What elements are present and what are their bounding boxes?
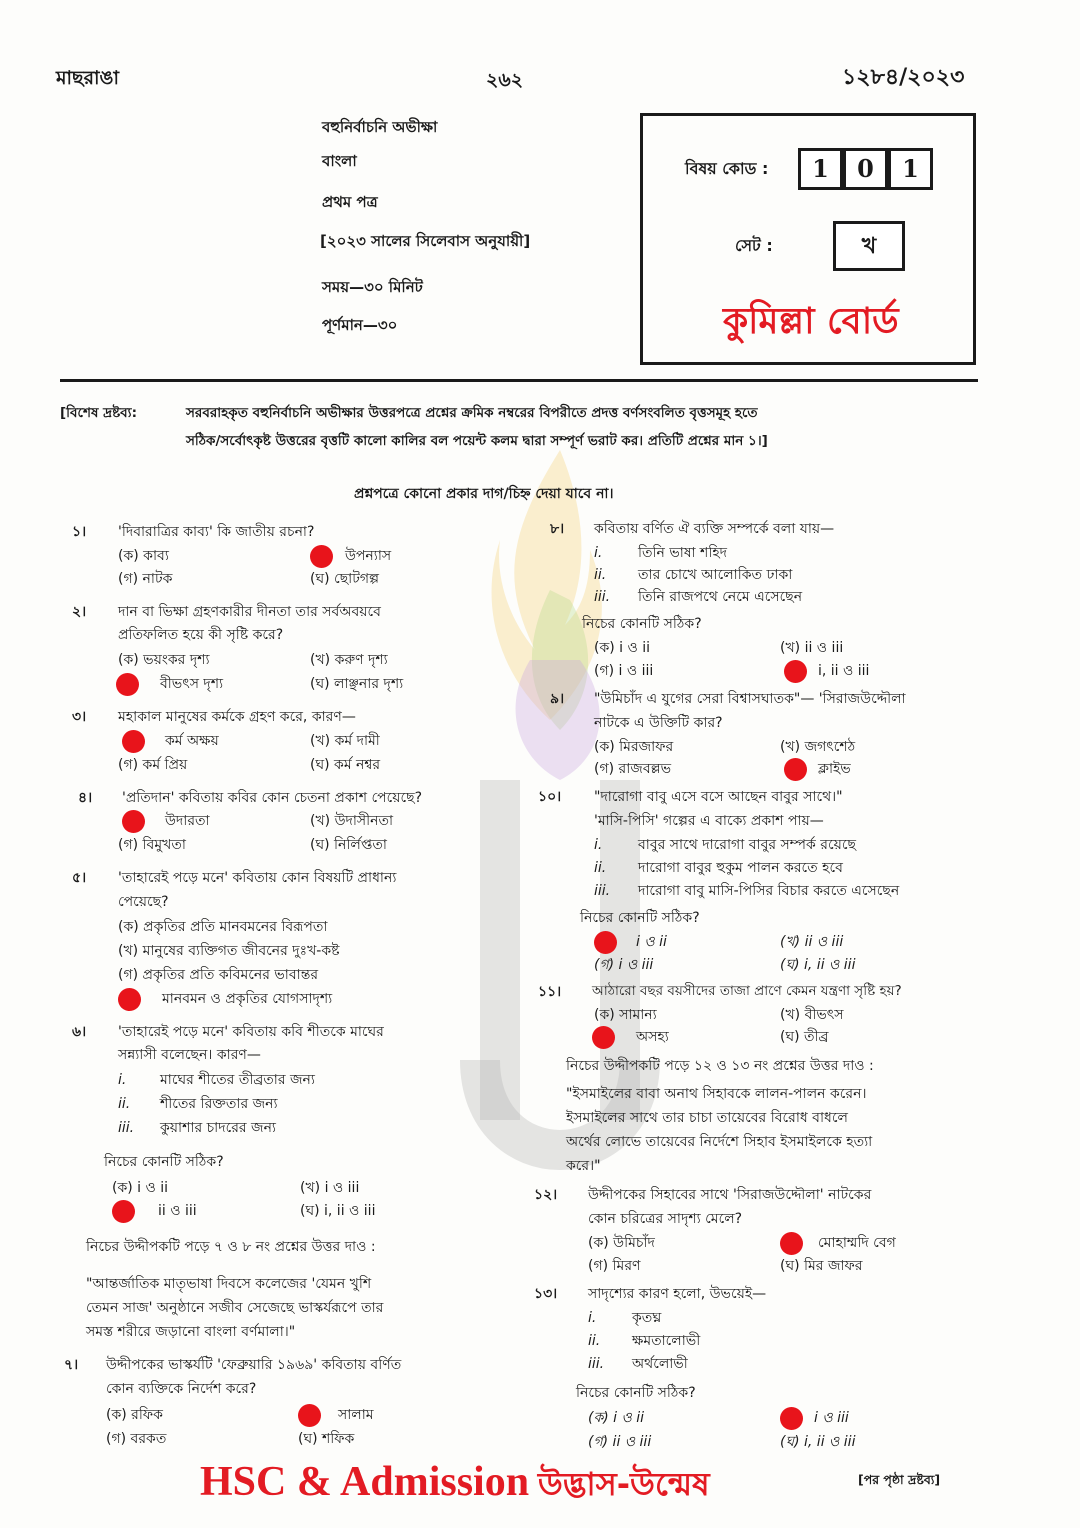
question-number: ১০।	[538, 789, 562, 805]
stimulus-text: ইসমাইলের সাথে তার চাচা তায়েবের বিরোধ বাধলে	[566, 1110, 848, 1126]
answer-mark	[122, 730, 145, 753]
option-a[interactable]: (ক) মিরজাফর	[594, 739, 674, 755]
answer-mark	[780, 1407, 803, 1430]
option-d[interactable]: (ঘ) i, ii ও iii	[300, 1203, 376, 1219]
answer-mark	[112, 1200, 135, 1223]
stimulus-text: অর্থের লোভে তায়েবের নির্দেশে সিহাব ইসমাইলকে হত্যা	[566, 1134, 873, 1150]
answer-mark	[298, 1404, 321, 1427]
option-d[interactable]: (ঘ) ছোটগল্প	[310, 571, 380, 587]
statement-label: iii.	[594, 883, 611, 899]
option-d[interactable]: (ঘ) i, ii ও iii	[780, 1434, 856, 1450]
question-text: নাটকে এ উক্তিটি কার?	[594, 715, 723, 731]
option-b[interactable]: উপন্যাস	[345, 548, 392, 564]
statement-text: কৃতঘ্ন	[632, 1310, 662, 1326]
footer-banner-en: HSC & Admission	[200, 1459, 530, 1505]
question-text: আঠারো বছর বয়সীদের তাজা প্রাণে কেমন যন্ত্রণা সৃষ্টি হয়?	[592, 983, 902, 999]
statement-label: iii.	[594, 589, 611, 605]
note-label: [বিশেষ দ্রষ্টব্য:	[60, 405, 137, 421]
subject-code-digit: 0	[843, 148, 888, 190]
option-b[interactable]: i ও iii	[814, 1410, 849, 1426]
exam-subject: বাংলা	[322, 152, 357, 170]
question-text: 'তাহারেই পড়ে মনে' কবিতায় কবি শীতকে মাঘের	[118, 1024, 384, 1040]
question-text: উদ্দীপকের সিহাবের সাথে 'সিরাজউদ্দৌলা' নাটকের	[588, 1187, 872, 1203]
stimulus-text: "আন্তর্জাতিক মাতৃভাষা দিবসে কলেজের 'যেমন খুশি	[86, 1276, 372, 1292]
note-line-1: সরবরাহকৃত বহুনির্বাচনি অভীক্ষার উত্তরপত্রে প্রশ্নের ক্রমিক নম্বরের বিপরীতে প্রদত্ত বর্ণসংবলিত বৃত্তসমূহ হতে	[186, 405, 758, 421]
stimulus-intro: নিচের উদ্দীপকটি পড়ে ৭ ও ৮ নং প্রশ্নের উত্তর দাও :	[86, 1239, 376, 1255]
statement-label: i.	[594, 837, 603, 853]
option-d[interactable]: (ঘ) নির্লিপ্ততা	[310, 837, 387, 853]
question-number: ১২।	[534, 1187, 558, 1203]
answer-mark	[118, 988, 141, 1011]
exam-syllabus: [২০২৩ সালের সিলেবাস অনুযায়ী]	[320, 232, 531, 250]
subject-code-digit: 1	[798, 148, 843, 190]
statement-text: শীতের রিক্ততার জন্য	[160, 1096, 278, 1112]
option-c[interactable]: (গ) রাজবল্লভ	[594, 761, 672, 777]
option-d[interactable]: (ঘ) মির জাফর	[780, 1258, 863, 1274]
option-a[interactable]: (ক) প্রকৃতির প্রতি মানবমনের বিরূপতা	[118, 919, 328, 935]
page-number: ২৬২	[486, 69, 524, 91]
answer-mark	[122, 810, 145, 833]
question-number: ৪।	[78, 790, 93, 806]
question-number: ১৩।	[534, 1286, 558, 1302]
option-a[interactable]: (ক) কাব্য	[118, 548, 169, 564]
option-c[interactable]: (গ) কর্ম প্রিয়	[118, 757, 188, 773]
question-number: ২।	[72, 604, 87, 620]
option-b[interactable]: সালাম	[338, 1407, 374, 1423]
footer-banner-bn: উদ্ভাস-উন্মেষ	[537, 1465, 710, 1503]
option-d[interactable]: (ঘ) শফিক	[298, 1431, 355, 1447]
option-b[interactable]: (খ) জগৎশেঠ	[780, 739, 856, 755]
question-text: 'দিবারাত্রির কাব্য' কি জাতীয় রচনা?	[118, 524, 315, 540]
option-c[interactable]: (গ) বরকত	[106, 1431, 167, 1447]
statement-label: i.	[118, 1072, 127, 1088]
set-value: খ	[833, 221, 905, 271]
option-c[interactable]: (গ) i ও iii	[594, 957, 654, 973]
stimulus-intro: নিচের উদ্দীপকটি পড়ে ১২ ও ১৩ নং প্রশ্নের উত্তর দাও :	[566, 1058, 874, 1074]
subject-code-digit: 1	[888, 148, 933, 190]
option-a[interactable]: কর্ম অক্ষয়	[165, 733, 219, 749]
option-a[interactable]: (ক) i ও ii	[594, 640, 651, 656]
question-number: ৬।	[72, 1024, 87, 1040]
option-c[interactable]: (গ) মিরণ	[588, 1258, 641, 1274]
option-b[interactable]: (খ) উদাসীনতা	[310, 813, 394, 829]
statement-label: i.	[594, 545, 603, 561]
question-text: সাদৃশ্যের কারণ হলো, উভয়েই—	[588, 1286, 767, 1302]
header-divider	[60, 379, 978, 382]
question-text: "উমিচাঁদ এ যুগের সেরা বিশ্বাসঘাতক"— 'সিরাজউদ্দৌলা	[594, 691, 906, 707]
option-c[interactable]: (গ) বিমুখতা	[118, 837, 186, 853]
option-b[interactable]: (খ) মানুষের ব্যক্তিগত জীবনের দুঃখ-কষ্ট	[118, 943, 340, 959]
statement-text: বাবুর সাথে দারোগা বাবুর সম্পর্ক রয়েছে	[638, 837, 856, 853]
question-text: পেয়েছে?	[118, 894, 169, 910]
which-correct: নিচের কোনটি সঠিক?	[582, 616, 702, 632]
statement-label: ii.	[594, 860, 607, 876]
option-c[interactable]: (গ) ii ও iii	[588, 1434, 652, 1450]
statement-text: মাঘের শীতের তীব্রতার জন্য	[160, 1072, 315, 1088]
answer-mark	[310, 545, 333, 568]
option-a[interactable]: (ক) i ও ii	[112, 1180, 169, 1196]
stimulus-text: "ইসমাইলের বাবা অনাথ সিহাবকে লালন-পালন করেন।	[566, 1086, 867, 1102]
option-c[interactable]: (গ) নাটক	[118, 571, 173, 587]
statement-label: ii.	[118, 1096, 131, 1112]
question-number: ৭।	[64, 1357, 79, 1373]
next-page-note: [পর পৃষ্ঠা দ্রষ্টব্য]	[858, 1472, 941, 1487]
subject-code-label: বিষয় কোড :	[685, 159, 769, 178]
option-d[interactable]: ক্লাইভ	[818, 761, 851, 777]
option-b[interactable]: (খ) ii ও iii	[780, 934, 844, 950]
question-text: 'তাহারেই পড়ে মনে' কবিতায় কোন বিষয়টি প্রাধান্য	[118, 870, 397, 886]
no-marks-warning: প্রশ্নপত্রে কোনো প্রকার দাগ/চিহ্ন দেয়া যাবে না।	[354, 486, 614, 502]
set-label: সেট :	[735, 236, 773, 255]
exam-type: বহুনির্বাচনি অভীক্ষা	[322, 118, 438, 136]
answer-mark	[594, 931, 617, 954]
stimulus-text: তেমন সাজ' অনুষ্ঠানে সজীব সেজেছে ভাস্কর্যরূপে তার	[86, 1300, 384, 1316]
option-a[interactable]: (ক) রফিক	[106, 1407, 163, 1423]
subject-code-box	[640, 113, 976, 365]
option-b[interactable]: (খ) করুণ দৃশ্য	[310, 652, 388, 668]
statement-label: i.	[588, 1310, 597, 1326]
option-d[interactable]: (ঘ) লাঞ্ছনার দৃশ্য	[310, 676, 404, 692]
option-c[interactable]: বীভৎস দৃশ্য	[160, 676, 224, 692]
which-correct: নিচের কোনটি সঠিক?	[104, 1154, 224, 1170]
option-d[interactable]: (ঘ) i, ii ও iii	[780, 957, 856, 973]
option-b[interactable]: (খ) কর্ম দামী	[310, 733, 380, 749]
header-right-code: ১২৮৪/২০২৩	[842, 65, 965, 90]
statement-text: দারোগা বাবু মাসি-পিসির বিচার করতে এসেছেন	[638, 883, 900, 899]
exam-full-marks: পূর্ণমান—৩০	[322, 316, 398, 334]
question-text: প্রতিফলিত হয়ে কী সৃষ্টি করে?	[118, 627, 284, 643]
option-c[interactable]: (গ) i ও iii	[594, 663, 654, 679]
question-text: দান বা ভিক্ষা গ্রহণকারীর দীনতা তার সর্বঅবয়বে	[118, 604, 381, 620]
question-number: ৫।	[72, 870, 87, 886]
question-text: সন্ন্যাসী বলেছেন। কারণ—	[118, 1047, 261, 1063]
option-c[interactable]: ii ও iii	[158, 1203, 197, 1219]
option-b[interactable]: (খ) বীভৎস	[780, 1007, 844, 1023]
option-a[interactable]: i ও ii	[636, 934, 667, 950]
footer-banner	[200, 1458, 710, 1513]
option-a[interactable]: (ক) সামান্য	[594, 1007, 657, 1023]
option-b[interactable]: মোহাম্মদি বেগ	[818, 1235, 896, 1251]
question-text: কোন চরিত্রের সাদৃশ্য মেলে?	[588, 1211, 743, 1227]
stimulus-text: করে।"	[566, 1158, 601, 1174]
board-name: কুমিল্লা বোর্ড	[723, 301, 899, 342]
statement-text: দারোগা বাবুর হুকুম পালন করতে হবে	[638, 860, 843, 876]
question-text: 'মাসি-পিসি' গল্পের এ বাক্যে প্রকাশ পায়—	[594, 813, 824, 829]
stimulus-text: সমস্ত শরীরে জড়ানো বাংলা বর্ণমালা।"	[86, 1324, 296, 1340]
question-text: 'প্রতিদান' কবিতায় কবির কোন চেতনা প্রকাশ পেয়েছে?	[122, 790, 423, 806]
question-text: কবিতায় বর্ণিত ঐ ব্যক্তি সম্পর্কে বলা যায়—	[594, 521, 835, 537]
question-number: ৮।	[550, 521, 565, 537]
option-c[interactable]: (গ) প্রকৃতির প্রতি কবিমনের ভাবান্তর	[118, 967, 319, 983]
question-text: মহাকাল মানুষের কর্মকে গ্রহণ করে, কারণ—	[118, 709, 356, 725]
option-d[interactable]: i, ii ও iii	[818, 663, 870, 679]
option-a[interactable]: (ক) উমিচাঁদ	[588, 1235, 655, 1251]
option-d[interactable]: (ঘ) কর্ম নশ্বর	[310, 757, 381, 773]
statement-text: তিনি ভাষা শহিদ	[638, 545, 728, 561]
question-number: ৩।	[72, 709, 87, 725]
answer-mark	[116, 673, 139, 696]
option-b[interactable]: (খ) i ও iii	[300, 1180, 360, 1196]
question-text: "দারোগা বাবু এসে বসে আছেন বাবুর সাথে।"	[594, 789, 843, 805]
statement-label: iii.	[118, 1120, 135, 1136]
option-b[interactable]: (খ) ii ও iii	[780, 640, 844, 656]
which-correct: নিচের কোনটি সঠিক?	[580, 910, 700, 926]
statement-label: iii.	[588, 1356, 605, 1372]
exam-paper: প্রথম পত্র	[322, 193, 378, 211]
question-text: কোন ব্যক্তিকে নির্দেশ করে?	[106, 1381, 257, 1397]
answer-mark	[784, 758, 807, 781]
statement-text: তিনি রাজপথে নেমে এসেছেন	[638, 589, 803, 605]
answer-mark	[784, 660, 807, 683]
option-a[interactable]: (ক) ভয়ংকর দৃশ্য	[118, 652, 210, 668]
option-c[interactable]: অসহ্য	[636, 1029, 669, 1045]
note-line-2: সঠিক/সর্বোৎকৃষ্ট উত্তরের বৃত্তটি কালো কালির বল পয়েন্ট কলম দ্বারা সম্পূর্ণ ভরাট কর। প্রতিটি প্রশ্নের মান ১।]	[186, 433, 768, 449]
option-d[interactable]: মানবমন ও প্রকৃতির যোগসাদৃশ্য	[162, 991, 333, 1007]
question-number: ১।	[72, 524, 87, 540]
statement-label: ii.	[588, 1333, 601, 1349]
option-a[interactable]: (ক) i ও ii	[588, 1410, 645, 1426]
statement-text: তার চোখে আলোকিত ঢাকা	[638, 567, 793, 583]
statement-text: অর্থলোভী	[632, 1356, 688, 1372]
which-correct: নিচের কোনটি সঠিক?	[576, 1385, 696, 1401]
statement-label: ii.	[594, 567, 607, 583]
option-a[interactable]: উদারতা	[165, 813, 210, 829]
option-d[interactable]: (ঘ) তীব্র	[780, 1029, 829, 1045]
header-left-title: মাছরাঙা	[56, 67, 119, 89]
answer-mark	[592, 1026, 615, 1049]
question-number: ১১।	[538, 984, 562, 1000]
statement-text: ক্ষমতালোভী	[632, 1333, 701, 1349]
question-number: ৯।	[550, 691, 565, 707]
statement-text: কুয়াশার চাদরের জন্য	[160, 1120, 276, 1136]
question-text: উদ্দীপকের ভাস্কর্যটি 'ফেব্রুয়ারি ১৯৬৯' কবিতায় বর্ণিত	[106, 1357, 402, 1373]
answer-mark	[780, 1232, 803, 1255]
exam-time: সময়—৩০ মিনিট	[322, 278, 423, 296]
